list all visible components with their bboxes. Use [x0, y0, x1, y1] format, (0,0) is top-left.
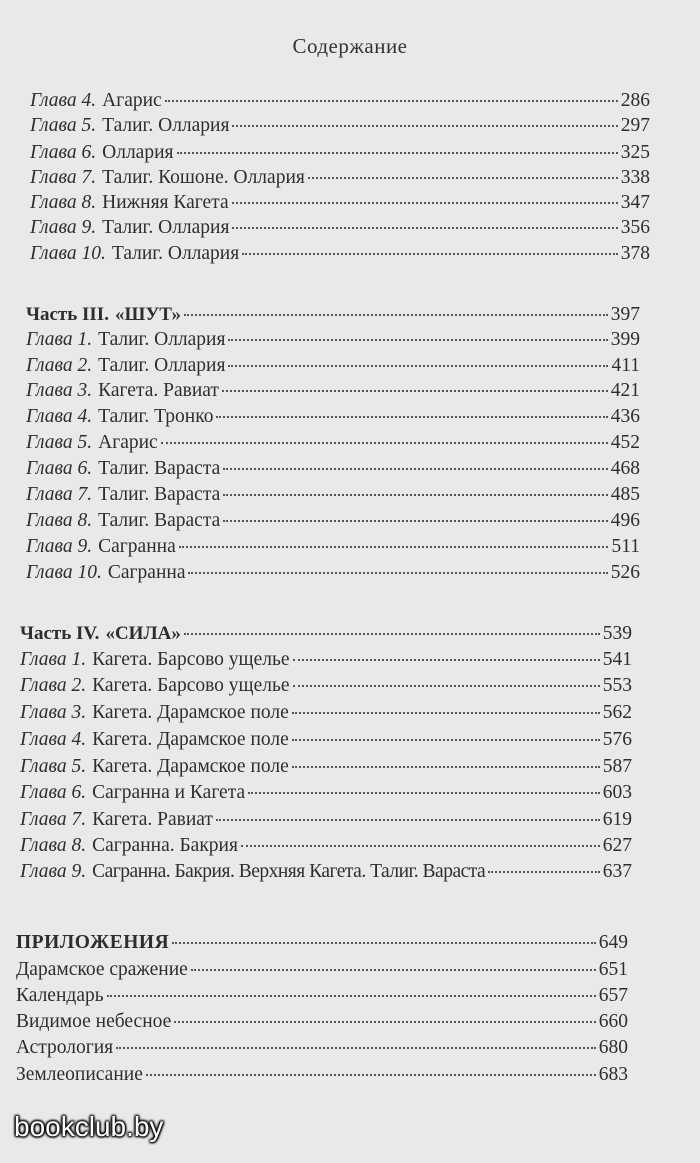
dot-leader [177, 150, 618, 154]
toc-chapter-entry [20, 859, 632, 885]
chapter-number: Глава 4. [20, 729, 87, 750]
page-number: 356 [620, 217, 650, 238]
dot-leader [184, 631, 600, 635]
dot-leader [228, 363, 608, 367]
page-number: 338 [620, 167, 650, 188]
toc-chapter-entry [20, 647, 632, 673]
page-number: 526 [610, 562, 640, 583]
page-number: 286 [620, 90, 650, 111]
dot-leader [293, 657, 600, 661]
dot-leader [223, 518, 608, 522]
page-number: 411 [611, 355, 640, 376]
toc-chapter-entry [20, 807, 632, 833]
toc-chapter-entry [26, 353, 640, 379]
dot-leader [488, 869, 600, 873]
dot-leader [223, 466, 608, 470]
dot-leader [188, 570, 607, 574]
dot-leader [191, 967, 596, 971]
page-number: 397 [610, 304, 640, 325]
chapter-title: Кагета. Дарамское поле [92, 702, 289, 723]
page-number: 399 [610, 329, 640, 350]
chapter-title: Сагранна. Бакрия [92, 835, 238, 856]
chapter-number: Глава 5. [30, 115, 97, 136]
chapter-number: Глава 7. [30, 167, 97, 188]
page-number: 562 [602, 702, 632, 723]
dot-leader [228, 337, 607, 341]
chapter-title: Кагета. Барсово ущелье [92, 675, 290, 696]
chapter-number: Глава 6. [26, 458, 93, 479]
chapter-number: Глава 4. [26, 406, 93, 427]
chapter-title: Кагета. Дарамское поле [92, 729, 289, 750]
toc-appendix-entry [16, 957, 628, 983]
toc-chapter-entry [26, 508, 640, 534]
chapter-number: Глава 6. [20, 782, 87, 803]
chapter-title: Кагета. Равиат [98, 380, 219, 401]
part-title: «ШУТ» [114, 304, 181, 325]
page-number: 421 [610, 380, 640, 401]
chapter-number: Глава 4. [30, 90, 97, 111]
dot-leader [292, 737, 600, 741]
page-number: 297 [620, 115, 650, 136]
dot-leader [216, 817, 600, 821]
chapter-title: Агарис [102, 90, 162, 111]
toc-chapter-entry [30, 190, 650, 216]
chapter-title: Талиг. Оллария [102, 115, 230, 136]
page-number: 452 [610, 432, 640, 453]
dot-leader [116, 1045, 596, 1049]
toc-chapter-entry [30, 88, 650, 114]
chapter-number: Глава 5. [26, 432, 93, 453]
toc-chapter-entry [20, 700, 632, 726]
toc-part-heading [20, 621, 632, 647]
toc-chapter-entry [20, 673, 632, 699]
dot-leader [107, 993, 596, 997]
dot-leader [293, 683, 600, 687]
chapter-number: Глава 3. [26, 380, 93, 401]
toc-chapter-entry [20, 780, 632, 806]
dot-leader [179, 544, 609, 548]
chapter-title: Талиг. Оллария [98, 329, 226, 350]
dot-leader [241, 843, 600, 847]
dot-leader [165, 98, 618, 102]
page-number: 657 [598, 985, 628, 1006]
toc-chapter-entry [26, 378, 640, 404]
chapter-number: Глава 1. [26, 329, 93, 350]
page-number: 468 [610, 458, 640, 479]
page-number: 576 [602, 729, 632, 750]
dot-leader [248, 790, 600, 794]
toc-part-heading [26, 302, 640, 328]
chapter-title: Сагранна. Бакрия. Верхняя Кагета. Талиг. Вараста [92, 861, 486, 882]
chapter-number: Глава 7. [26, 484, 93, 505]
chapter-number: Глава 8. [26, 510, 93, 531]
page-title: Содержание [292, 34, 408, 58]
dot-leader [184, 312, 608, 316]
page-number: 603 [602, 782, 632, 803]
toc-appendix-entry [16, 1062, 628, 1088]
appendix-item-title: Календарь [16, 985, 104, 1006]
chapter-title: Сагранна [98, 536, 176, 557]
page-number: 553 [602, 675, 632, 696]
toc-appendix-entry [16, 983, 628, 1009]
toc-chapter-entry [26, 482, 640, 508]
toc-chapter-entry [26, 404, 640, 430]
chapter-number: Глава 2. [20, 675, 87, 696]
page-number: 660 [598, 1011, 628, 1032]
chapter-number: Глава 1. [20, 649, 87, 670]
toc-chapter-entry [30, 165, 650, 191]
chapter-title: Оллария [102, 142, 174, 163]
chapter-title: Талиг. Кошоне. Оллария [102, 167, 305, 188]
dot-leader [223, 492, 608, 496]
appendix-item-title: Дарамское сражение [16, 959, 188, 980]
dot-leader [161, 440, 608, 444]
appendix-item-title: Землеописание [16, 1064, 143, 1085]
dot-leader [232, 123, 617, 127]
chapter-title: Кагета. Дарамское поле [92, 756, 289, 777]
chapter-number: Глава 7. [20, 809, 87, 830]
page-number: 680 [598, 1037, 628, 1058]
toc-appendix-entry [16, 1035, 628, 1061]
chapter-title: Талиг. Оллария [111, 243, 240, 264]
appendix-title: ПРИЛОЖЕНИЯ [16, 932, 170, 953]
appendix-item-title: Видимое небесное [16, 1011, 172, 1032]
page-number: 325 [620, 142, 650, 163]
dot-leader [232, 225, 617, 229]
chapter-number: Глава 8. [30, 192, 97, 213]
page-number: 347 [620, 192, 650, 213]
page-number: 539 [602, 623, 632, 644]
chapter-title: Нижняя Кагета [102, 192, 229, 213]
page-number: 683 [598, 1064, 628, 1085]
toc-chapter-entry [30, 215, 650, 241]
appendix-item-title: Астрология [16, 1037, 114, 1058]
dot-leader [146, 1072, 596, 1076]
dot-leader [242, 251, 618, 255]
toc-appendix-heading [16, 930, 628, 956]
page-number: 485 [610, 484, 640, 505]
chapter-title: Агарис [98, 432, 158, 453]
site-watermark: bookclub.by [14, 1111, 164, 1142]
dot-leader [172, 940, 596, 944]
toc-chapter-entry [20, 727, 632, 753]
dot-leader [216, 414, 607, 418]
page-number: 627 [602, 835, 632, 856]
chapter-title: Талиг. Вараста [98, 510, 221, 531]
page-number: 541 [602, 649, 632, 670]
chapter-title: Кагета. Равиат [92, 809, 213, 830]
part-number: Часть IV. [20, 623, 100, 644]
chapter-number: Глава 9. [20, 861, 87, 882]
toc-chapter-entry [26, 456, 640, 482]
toc-chapter-entry [26, 560, 640, 586]
toc-chapter-entry [20, 754, 632, 780]
page-number: 619 [602, 809, 632, 830]
chapter-title: Талиг. Оллария [98, 355, 226, 376]
page-number: 436 [610, 406, 640, 427]
toc-chapter-entry [26, 327, 640, 353]
dot-leader [292, 710, 600, 714]
dot-leader [232, 200, 618, 204]
part-title: «СИЛА» [105, 623, 181, 644]
page-number: 496 [610, 510, 640, 531]
toc-chapter-entry [26, 430, 640, 456]
page-number: 587 [602, 756, 632, 777]
toc-chapter-entry [30, 140, 650, 166]
chapter-number: Глава 6. [30, 142, 97, 163]
toc-chapter-entry [30, 113, 650, 139]
toc-chapter-entry [20, 833, 632, 859]
chapter-title: Талиг. Тронко [98, 406, 214, 427]
chapter-number: Глава 3. [20, 702, 87, 723]
dot-leader [174, 1019, 595, 1023]
dot-leader [222, 388, 608, 392]
page-number: 637 [602, 861, 632, 882]
toc-chapter-entry [30, 241, 650, 267]
page-number: 378 [620, 243, 650, 264]
chapter-title: Сагранна и Кагета [92, 782, 246, 803]
chapter-number: Глава 10. [26, 562, 102, 583]
dot-leader [308, 175, 618, 179]
toc-appendix-entry [16, 1009, 628, 1035]
dot-leader [292, 764, 600, 768]
chapter-title: Сагранна [107, 562, 186, 583]
chapter-number: Глава 2. [26, 355, 93, 376]
chapter-title: Талиг. Вараста [98, 484, 221, 505]
chapter-title: Талиг. Оллария [102, 217, 230, 238]
chapter-number: Глава 9. [26, 536, 93, 557]
chapter-number: Глава 9. [30, 217, 97, 238]
chapter-number: Глава 5. [20, 756, 87, 777]
chapter-title: Талиг. Вараста [98, 458, 221, 479]
page-number: 511 [611, 536, 640, 557]
toc-chapter-entry [26, 534, 640, 560]
part-number: Часть III. [26, 304, 109, 325]
chapter-number: Глава 8. [20, 835, 87, 856]
page-number: 651 [598, 959, 628, 980]
page-number: 649 [598, 932, 628, 953]
chapter-title: Кагета. Барсово ущелье [92, 649, 290, 670]
chapter-number: Глава 10. [30, 243, 106, 264]
